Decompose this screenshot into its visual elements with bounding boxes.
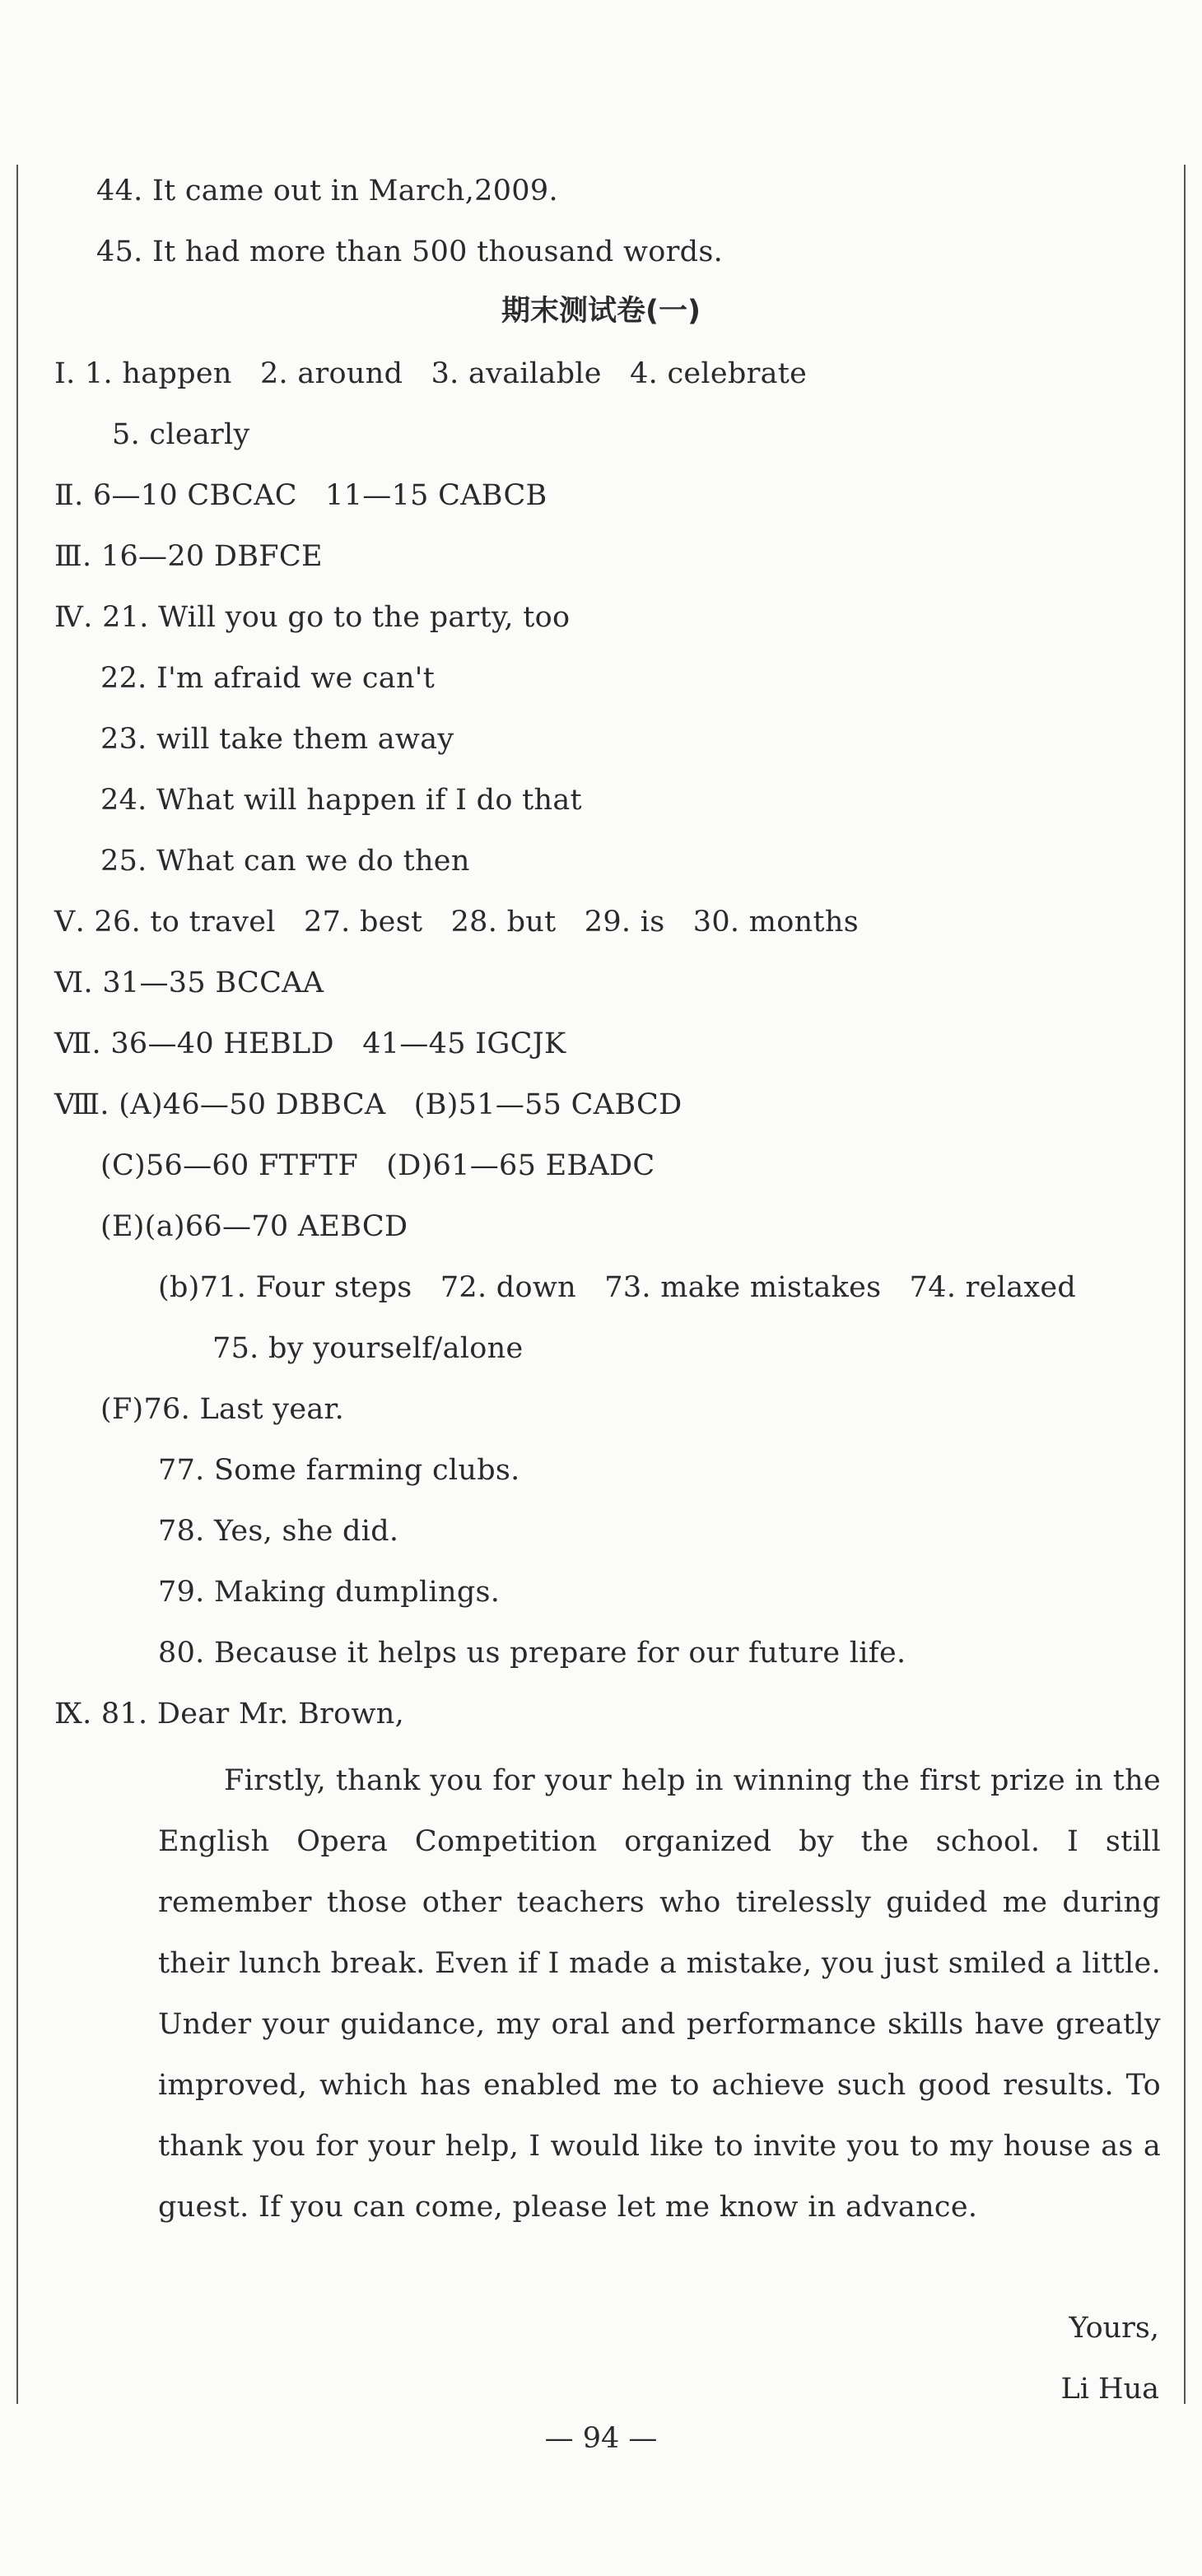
answer-45: 45. It had more than 500 thousand words. <box>96 235 724 268</box>
section-4-line-2: 22. I'm afraid we can't <box>100 662 436 695</box>
section-8-line-6: (F)76. Last year. <box>100 1393 345 1426</box>
letter-body: Firstly, thank you for your help in winning the first prize in the English Opera Competition organized by the school. I still remember those other teachers who tirelessly guided me during their lunch break. Even if I made a mistake, you just smiled a little. Under your guidance, my oral and performance skills have greatly improved, which has enabled me to achieve such good results. To thank you for your help, I would like to invite you to my house as a guest. If you can come, please let me know in advance. <box>158 1764 1161 2224</box>
section-4-line-1: Ⅳ. 21. Will you go to the party, too <box>54 601 571 634</box>
section-5: Ⅴ. 26. to travel 27. best 28. but 29. is 30. months <box>54 906 859 939</box>
section-8-line-4: (b)71. Four steps 72. down 73. make mistakes 74. relaxed <box>158 1271 1077 1304</box>
section-4-line-3: 23. will take them away <box>100 723 454 756</box>
page-number: — 94 — <box>544 2422 658 2455</box>
section-8-line-8: 78. Yes, she did. <box>158 1515 399 1548</box>
section-8-line-3: (E)(a)66—70 AEBCD <box>100 1210 408 1243</box>
section-title: 期末测试卷(一) <box>501 295 701 328</box>
letter-signature: Li Hua <box>1060 2373 1159 2406</box>
section-8-line-5: 75. by yourself/alone <box>212 1332 524 1365</box>
section-8-line-1: Ⅷ. (A)46—50 DBBCA (B)51—55 CABCD <box>54 1088 683 1121</box>
right-margin-rule <box>1184 165 1186 2404</box>
section-1-line-2: 5. clearly <box>112 418 250 451</box>
section-1-line-1: Ⅰ. 1. happen 2. around 3. available 4. celebrate <box>54 357 808 390</box>
section-2: Ⅱ. 6—10 CBCAC 11—15 CABCB <box>54 479 547 512</box>
section-3: Ⅲ. 16—20 DBFCE <box>54 540 323 573</box>
section-7: Ⅶ. 36—40 HEBLD 41—45 IGCJK <box>54 1027 566 1060</box>
section-8-line-10: 80. Because it helps us prepare for our future life. <box>158 1637 906 1670</box>
section-4-line-5: 25. What can we do then <box>100 845 470 878</box>
section-8-line-9: 79. Making dumplings. <box>158 1576 501 1609</box>
section-8-line-2: (C)56—60 FTFTF (D)61—65 EBADC <box>100 1149 655 1182</box>
left-margin-rule <box>16 165 18 2404</box>
answer-44: 44. It came out in March,2009. <box>96 175 558 207</box>
section-4-line-4: 24. What will happen if I do that <box>100 784 582 817</box>
section-9-salutation: Ⅸ. 81. Dear Mr. Brown, <box>54 1698 405 1731</box>
section-8-line-7: 77. Some farming clubs. <box>158 1454 520 1487</box>
letter-closing: Yours, <box>1069 2312 1159 2345</box>
section-6: Ⅵ. 31—35 BCCAA <box>54 967 324 999</box>
